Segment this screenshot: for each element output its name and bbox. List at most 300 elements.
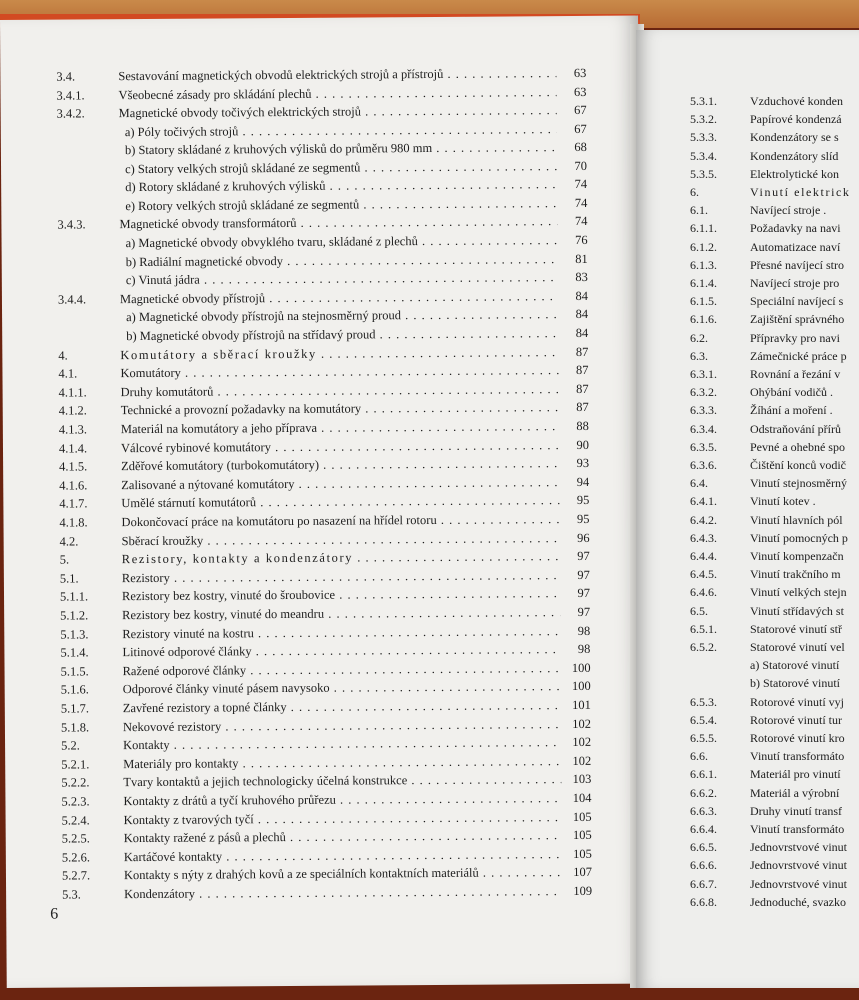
- toc-entry: [690, 367, 859, 383]
- toc-entry-number: 6.6.8.: [690, 894, 717, 909]
- toc-entry-number: 5.1.4.: [60, 645, 89, 660]
- toc-entry-title: Vinutí elektrick: [750, 185, 851, 199]
- toc-entry-page: 67: [574, 102, 587, 117]
- toc-entry-title: Jednovrstvové vinut: [750, 858, 847, 873]
- toc-entry-number: 4.1.4.: [58, 441, 88, 456]
- toc-entry-title: Vinutí střídavých st: [750, 603, 844, 618]
- toc-entry-number: 5.1.: [59, 571, 79, 586]
- toc-entry: [56, 66, 586, 86]
- toc-entry-title: Pevné a ohebné spo: [750, 439, 845, 454]
- toc-entry-page: 100: [571, 678, 591, 694]
- toc-entry-number: 5.1.8.: [60, 720, 90, 735]
- toc-entry: [61, 698, 591, 718]
- toc-entry-page: 105: [572, 809, 592, 825]
- toc-entry: [690, 294, 859, 310]
- toc-entry: [690, 312, 859, 328]
- toc-entry-number: 6.3.: [690, 348, 708, 363]
- toc-entry: [58, 363, 588, 383]
- toc-entry-page: 97: [577, 604, 591, 619]
- toc-entry: [690, 221, 859, 237]
- toc-entry-title: Elektrolytické kon: [750, 166, 839, 181]
- toc-entry-title: Všeobecné zásady pro skládání plechů . . .: [118, 85, 556, 103]
- toc-entry: [690, 567, 859, 583]
- toc-entry-page: 67: [574, 121, 587, 136]
- toc-entry-number: 6.6.6.: [690, 858, 717, 873]
- toc-entry: [690, 622, 859, 638]
- toc-entry-number: 4.1.7.: [59, 496, 88, 511]
- toc-entry: [690, 513, 859, 529]
- toc-entry-title: Vinutí pomocných p: [750, 530, 848, 545]
- toc-entry-title: Technické a provozní požadavky na komutátory . . .: [121, 400, 559, 418]
- toc-entry-number: 6.4.3.: [690, 530, 717, 545]
- toc-entry-number: 6.5.3.: [690, 694, 717, 709]
- toc-entry-number: 6.6.5.: [690, 840, 717, 855]
- toc-entry-page: 97: [577, 585, 591, 600]
- toc-entry-number: 6.5.: [690, 603, 708, 618]
- toc-entry: [690, 767, 859, 783]
- toc-entry-title: Materiál pro vinutí: [750, 767, 841, 782]
- toc-entry-number: 5.2.1.: [61, 757, 90, 772]
- toc-entry-title: a) Póly točivých strojů . . .: [125, 122, 557, 140]
- toc-entry: [690, 458, 859, 474]
- toc-entry-title: Jednoduché, svazko: [750, 894, 846, 909]
- left-page: [0, 16, 645, 988]
- toc-entry-number: 6.1.5.: [690, 294, 717, 309]
- toc-entry: [690, 422, 859, 438]
- toc-entry-number: 5.3.5.: [690, 166, 717, 181]
- toc-entry-title: Druhy vinutí transf: [750, 803, 842, 818]
- toc-entry-number: 3.4.1.: [56, 88, 85, 103]
- toc-entry-number: 6.6.1.: [690, 767, 717, 782]
- toc-entry-number: 6.3.5.: [690, 439, 717, 454]
- toc-entry-number: 6.: [690, 185, 699, 199]
- toc-entry-number: 6.5.1.: [690, 621, 717, 636]
- toc-entry-title: Ohýbání vodičů .: [750, 385, 833, 400]
- toc-entry-title: Vinutí hlavních pól: [750, 512, 843, 527]
- toc-entry-number: 4.1.2.: [58, 403, 87, 418]
- toc-entry: [690, 749, 859, 765]
- toc-entry: [690, 203, 859, 219]
- toc-entry-title: b) Magnetické obvody přístrojů na střídavý proud . . .: [126, 326, 558, 344]
- toc-entry-number: 6.1.3.: [690, 257, 717, 272]
- toc-entry-title: Magnetické obvody točivých elektrických strojů . . .: [119, 103, 557, 121]
- toc-entry-number: 6.1.: [690, 203, 708, 218]
- toc-entry-number: 3.4.2.: [56, 106, 85, 121]
- toc-entry-title: Dokončovací práce na komutátoru po nasazení na hřídel rotoru . . .: [121, 512, 559, 530]
- toc-entry-number: 5.1.7.: [60, 701, 89, 716]
- toc-entry-title: c) Statory velkých strojů skládané ze segmentů . . .: [125, 159, 557, 177]
- toc-entry-number: 6.1.6.: [690, 312, 717, 327]
- toc-entry-page: 84: [575, 288, 588, 303]
- toc-entry-page: 95: [576, 492, 590, 507]
- toc-entry: [59, 438, 589, 458]
- toc-entry-number: 6.4.: [690, 476, 708, 491]
- toc-entry-number: 6.6.3.: [690, 803, 717, 818]
- toc-entry-title: Zděřové komutátory (turbokomutátory) . . .: [121, 456, 559, 474]
- toc-entry: [58, 326, 588, 346]
- toc-entry: [690, 877, 859, 893]
- toc-entry: [690, 130, 859, 146]
- toc-entry-number: 5.1.1.: [59, 589, 89, 604]
- toc-entry-title: a) Statorové vinutí: [750, 658, 840, 673]
- toc-entry-page: 100: [571, 660, 591, 676]
- toc-entry: [59, 419, 589, 439]
- toc-entry-page: 102: [572, 734, 592, 750]
- toc-entry-number: 6.3.4.: [690, 421, 717, 436]
- toc-entry: [58, 252, 588, 272]
- toc-entry-title: Vinutí trakčního m: [750, 567, 841, 582]
- toc-entry-title: Magnetické obvody přístrojů . . .: [120, 289, 558, 307]
- toc-entry: [690, 549, 859, 565]
- toc-entry: [58, 233, 588, 253]
- toc-entry: [690, 840, 859, 856]
- toc-entry-number: 5.2.2.: [61, 775, 90, 790]
- toc-entry: [690, 276, 859, 292]
- toc-entry-title: Zámečnické práce p: [750, 348, 847, 363]
- toc-entry: [61, 772, 591, 792]
- toc-entry-page: 90: [576, 437, 590, 452]
- toc-entry-number: 5.1.2.: [60, 608, 89, 623]
- toc-entry-title: Kontakty . . .: [123, 735, 561, 753]
- toc-entry: [58, 270, 588, 290]
- toc-entry-title: Odporové články vinuté pásem navysoko . . .: [123, 679, 561, 697]
- toc-entry-number: 6.5.5.: [690, 731, 717, 745]
- toc-entry-title: Čištění konců vodič: [750, 458, 846, 472]
- toc-entry-number: 6.3.3.: [690, 403, 717, 418]
- toc-entry-page: 76: [575, 232, 588, 247]
- toc-entry: [58, 307, 588, 327]
- toc-entry-page: 87: [576, 381, 589, 396]
- toc-entry-page: 87: [576, 399, 589, 414]
- toc-entry-page: 102: [572, 716, 591, 732]
- toc-entry-page: 84: [575, 325, 589, 340]
- toc-entry-title: Rezistory vinuté na kostru . . .: [122, 624, 560, 642]
- toc-entry-title: Statorové vinutí stř: [750, 621, 842, 636]
- toc-entry-number: 5.2.3.: [61, 794, 90, 809]
- toc-entry-title: Rovnání a řezání v: [750, 367, 841, 381]
- toc-entry: [57, 177, 587, 197]
- toc-entry: [61, 661, 591, 681]
- toc-entry: [57, 214, 587, 234]
- toc-entry: [690, 112, 859, 128]
- toc-entry: [690, 804, 859, 820]
- toc-entry-title: Rezistory, kontakty a kondenzátory . . .: [122, 549, 560, 567]
- toc-entry-number: 5.2.5.: [61, 831, 90, 846]
- toc-entry-title: Kontakty s nýty z drahých kovů a ze speciálních kontaktních materiálů . . .: [124, 865, 562, 883]
- toc-entry-title: Kontakty z tvarových tyčí . . .: [124, 810, 562, 828]
- toc-entry: [690, 658, 859, 674]
- toc-entry: [690, 331, 859, 347]
- toc-entry-page: 105: [573, 846, 592, 862]
- toc-entry: [59, 400, 589, 420]
- toc-entry-title: Vinutí stejnosměrný: [750, 476, 847, 491]
- toc-entry-title: Speciální navíjecí s: [750, 294, 844, 309]
- toc-entry-number: 3.4.3.: [57, 217, 86, 232]
- toc-entry-page: 74: [574, 195, 588, 210]
- toc-entry: [57, 196, 587, 216]
- toc-entry-title: a) Magnetické obvody obvyklého tvaru, skládané z plechů . . .: [126, 233, 558, 251]
- toc-entry-page: 97: [577, 548, 590, 563]
- toc-entry-number: 5.: [59, 552, 70, 567]
- toc-entry: [61, 735, 591, 755]
- toc-entry-number: 6.3.2.: [690, 385, 717, 400]
- toc-entry: [59, 512, 589, 532]
- toc-entry-title: Vinutí kotev .: [750, 494, 816, 509]
- toc-entry-title: Jednovrstvové vinut: [750, 876, 847, 891]
- toc-entry-page: 74: [574, 213, 588, 228]
- toc-entry-number: 6.6.4.: [690, 822, 717, 836]
- toc-entry-title: Zalisované a nýtované komutátory . . .: [121, 475, 559, 493]
- toc-entry-number: 4.1.3.: [58, 422, 88, 437]
- toc-entry-number: 6.5.4.: [690, 712, 717, 727]
- toc-entry-number: 5.3.4.: [690, 148, 717, 163]
- toc-entry-title: Navíjecí stroje .: [750, 203, 827, 218]
- toc-entry: [690, 385, 859, 401]
- toc-entry-page: 102: [572, 753, 592, 769]
- toc-entry: [61, 717, 591, 737]
- toc-entry: [690, 585, 859, 601]
- toc-entry: [690, 349, 859, 365]
- toc-entry-title: Sestavování magnetických obvodů elektrických strojů a přístrojů . . .: [118, 66, 556, 84]
- toc-entry-title: Vinutí velkých stejn: [750, 585, 847, 600]
- toc-entry-title: Rezistory . . .: [122, 568, 560, 586]
- toc-entry-title: Rotorové vinutí vyj: [750, 694, 844, 709]
- toc-entry-title: Rezistory bez kostry, vinuté do šroubovice . . .: [122, 586, 560, 604]
- toc-entry-page: 84: [575, 306, 589, 321]
- toc-entry: [690, 895, 859, 911]
- toc-entry-title: Litinové odporové články . . .: [122, 642, 560, 660]
- toc-entry-page: 74: [574, 176, 588, 191]
- toc-entry-title: Zavřené rezistory a topné články . . .: [123, 698, 561, 716]
- toc-entry: [58, 345, 588, 365]
- toc-entry-title: Žíhání a moření .: [750, 403, 833, 418]
- toc-entry: [690, 167, 859, 183]
- toc-entry: [690, 476, 859, 492]
- toc-entry-title: Automatizace naví: [750, 239, 841, 254]
- toc-entry-title: Jednovrstvové vinut: [750, 840, 847, 855]
- toc-entry-title: a) Magnetické obvody přístrojů na stejnosměrný proud . . .: [126, 307, 558, 325]
- toc-entry-number: 4.2.: [59, 534, 79, 549]
- toc-entry: [57, 103, 587, 123]
- toc-entry: [690, 786, 859, 802]
- toc-entry-number: 6.5.2.: [690, 640, 717, 654]
- toc-entry-title: Vzduchové konden: [750, 94, 843, 108]
- toc-entry-page: 98: [577, 623, 591, 638]
- toc-entry-page: 98: [577, 641, 591, 656]
- toc-entry-page: 104: [572, 790, 592, 806]
- toc-entry-page: 68: [574, 139, 587, 154]
- toc-entry-title: Magnetické obvody transformátorů . . .: [119, 214, 557, 232]
- toc-entry-number: 6.3.6.: [690, 458, 717, 472]
- toc-entry: [60, 642, 590, 662]
- toc-entry-title: Požadavky na navi: [750, 221, 841, 236]
- toc-entry: [61, 791, 591, 811]
- toc-entry-title: Kontakty ražené z pásů a plechů . . .: [124, 828, 562, 846]
- toc-entry-title: Druhy komutátorů . . .: [121, 382, 559, 400]
- toc-entry: [60, 568, 590, 588]
- toc-entry-title: b) Radiální magnetické obvody . . .: [126, 252, 558, 270]
- toc-entry-number: 6.4.4.: [690, 549, 717, 563]
- toc-entry: [690, 604, 859, 620]
- toc-entry: [62, 828, 592, 848]
- toc-entry-title: Rezistory bez kostry, vinuté do meandru . . .: [122, 605, 560, 623]
- toc-entry-number: 6.4.2.: [690, 512, 717, 527]
- toc-entry-page: 95: [576, 511, 590, 526]
- toc-entry-number: 6.2.: [690, 330, 708, 345]
- toc-entry-number: 6.4.1.: [690, 494, 717, 509]
- toc-entry: [690, 713, 859, 729]
- toc-entry: [690, 240, 859, 256]
- toc-entry: [690, 94, 859, 110]
- toc-entry-page: 96: [577, 530, 590, 545]
- toc-entry-number: 4.1.: [58, 366, 78, 381]
- toc-entry-number: 5.3.2.: [690, 112, 717, 127]
- toc-entry-number: 6.6.2.: [690, 785, 717, 800]
- toc-entry-page: 103: [572, 771, 592, 787]
- toc-entry-title: Tvary kontaktů a jejich technologicky účelná konstrukce . . .: [123, 772, 561, 790]
- toc-entry-number: 6.1.2.: [690, 239, 717, 254]
- toc-entry-number: 5.3.1.: [690, 94, 717, 108]
- toc-entry-page: 88: [576, 418, 589, 433]
- toc-entry-page: 63: [573, 84, 587, 99]
- toc-entry: [57, 122, 587, 142]
- toc-entry-title: Přesné navíjecí stro: [750, 257, 844, 272]
- toc-entry-number: 5.2.4.: [61, 813, 90, 828]
- toc-entry: [59, 493, 589, 513]
- toc-entry: [61, 754, 591, 774]
- toc-entry-number: 6.1.4.: [690, 276, 717, 290]
- toc-entry: [58, 289, 588, 309]
- toc-entry-title: Papírové kondenzá: [750, 112, 842, 127]
- toc-entry-page: 109: [573, 883, 593, 899]
- toc-entry-number: 5.1.5.: [60, 664, 89, 679]
- toc-entry-number: 5.1.6.: [60, 682, 89, 697]
- toc-entry-number: 3.4.4.: [57, 292, 87, 307]
- toc-entry-title: Rotorové vinutí kro: [750, 731, 845, 745]
- toc-entry-number: 6.3.1.: [690, 367, 717, 381]
- toc-entry-title: Rotorové vinutí tur: [750, 712, 842, 727]
- toc-entry: [60, 549, 590, 569]
- toc-entry-number: 6.6.: [690, 749, 708, 764]
- toc-entry-title: Kondenzátory se s: [750, 130, 839, 145]
- toc-entry: [690, 494, 859, 510]
- toc-entry: [62, 865, 592, 885]
- toc-entry-title: Vinutí transformáto: [750, 822, 845, 836]
- toc-entry: [690, 640, 859, 656]
- toc-entry: [62, 810, 592, 830]
- toc-entry-number: 5.2.6.: [61, 850, 91, 865]
- toc-entry-number: 5.2.7.: [61, 868, 91, 883]
- toc-entry: [690, 695, 859, 711]
- toc-entry-number: 4.1.8.: [59, 515, 88, 530]
- toc-entry-title: Materiály pro kontakty . . .: [123, 754, 561, 772]
- toc-entry-number: 5.1.3.: [60, 627, 89, 642]
- toc-entry: [690, 731, 859, 747]
- toc-entry-page: 105: [572, 827, 592, 843]
- toc-entry-title: Nekovové rezistory . . .: [123, 717, 561, 735]
- toc-entry: [59, 456, 589, 476]
- toc-entry-number: 4.1.5.: [59, 459, 88, 474]
- toc-entry-number: 5.3.3.: [690, 130, 717, 145]
- toc-entry-page: 83: [575, 269, 588, 284]
- toc-entry-title: Kartáčové kontakty . . .: [124, 847, 562, 865]
- toc-entry-title: Kondenzátory slíd: [750, 148, 839, 163]
- toc-entry-title: d) Rotory skládané z kruhových výlisků . . .: [125, 177, 557, 195]
- toc-entry: [60, 605, 590, 625]
- toc-entry-title: Materiál na komutátory a jeho příprava . . .: [121, 419, 559, 437]
- toc-entry-title: Válcové rybinové komutátory . . .: [121, 438, 559, 456]
- toc-entry-number: 4.1.6.: [59, 478, 88, 493]
- toc-entry-number: 6.1.1.: [690, 221, 717, 236]
- toc-entry-number: 6.4.6.: [690, 585, 717, 600]
- toc-entry: [60, 624, 590, 644]
- toc-entry-number: 6.4.5.: [690, 567, 717, 582]
- toc-entry-page: 107: [573, 864, 593, 880]
- toc-entry-title: Umělé stárnutí komutátorů . . .: [121, 493, 559, 511]
- toc-entry-title: Zajištění správného: [750, 312, 845, 327]
- toc-entry-page: 70: [574, 158, 588, 173]
- toc-entry: [62, 884, 592, 904]
- toc-entry: [61, 679, 591, 699]
- toc-entry: [690, 531, 859, 547]
- toc-entry-title: b) Statory skládané z kruhových výlisků do průměru 980 mm . . .: [125, 140, 557, 158]
- toc-entry-title: b) Statorové vinutí: [750, 676, 840, 691]
- toc-entry: [56, 85, 586, 105]
- toc-entry-number: 5.2.: [61, 738, 80, 753]
- toc-entry-title: Kontakty z drátů a tyčí kruhového průřezu . . .: [123, 791, 561, 809]
- toc-entry-title: Navíjecí stroje pro: [750, 276, 840, 290]
- toc-entry-title: Komutátory . . .: [120, 363, 558, 381]
- toc-entry: [690, 858, 859, 874]
- toc-entry-title: Odstraňování přírů: [750, 421, 841, 436]
- toc-entry-title: Statorové vinutí vel: [750, 640, 845, 654]
- toc-entry-title: c) Vinutá jádra . . .: [126, 270, 558, 288]
- toc-entry: [690, 185, 859, 201]
- toc-entry: [59, 382, 589, 402]
- toc-entry-number: 3.4.: [56, 69, 76, 84]
- toc-entry: [59, 475, 589, 495]
- toc-entry-page: 97: [577, 567, 590, 582]
- toc-entry-title: Kondenzátory . . .: [124, 884, 562, 902]
- toc-entry: [690, 258, 859, 274]
- toc-entry-page: 81: [575, 251, 588, 266]
- toc-entry: [690, 149, 859, 165]
- right-page: [636, 30, 859, 988]
- toc-entry: [690, 440, 859, 456]
- toc-entry: [57, 140, 587, 160]
- toc-entry-page: 101: [571, 697, 591, 713]
- toc-entry-title: Sběrací kroužky . . .: [122, 531, 560, 549]
- toc-entry-title: Ražené odporové články . . .: [123, 661, 561, 679]
- toc-entry: [57, 159, 587, 179]
- toc-entry: [690, 822, 859, 838]
- toc-entry-number: 4.: [58, 348, 68, 363]
- toc-entry-number: 5.3.: [62, 887, 81, 902]
- toc-entry-title: e) Rotory velkých strojů skládané ze segmentů . . .: [125, 196, 557, 214]
- toc-entry-number: 4.1.1.: [58, 385, 87, 400]
- toc-entry-page: 93: [576, 455, 590, 470]
- toc-entry-title: Vinutí kompenzačn: [750, 549, 844, 563]
- toc-entry-page: 94: [576, 474, 590, 489]
- toc-entry-page: 87: [575, 362, 589, 377]
- toc-entry-page: 63: [573, 65, 587, 80]
- toc-entry: [60, 531, 590, 551]
- toc-entry: [690, 403, 859, 419]
- toc-entry: [60, 586, 590, 606]
- toc-entry-number: 6.6.7.: [690, 876, 717, 891]
- toc-entry-title: Vinutí transformáto: [750, 749, 845, 764]
- toc-entry-title: Komutátory a sběrací kroužky . . .: [120, 345, 558, 363]
